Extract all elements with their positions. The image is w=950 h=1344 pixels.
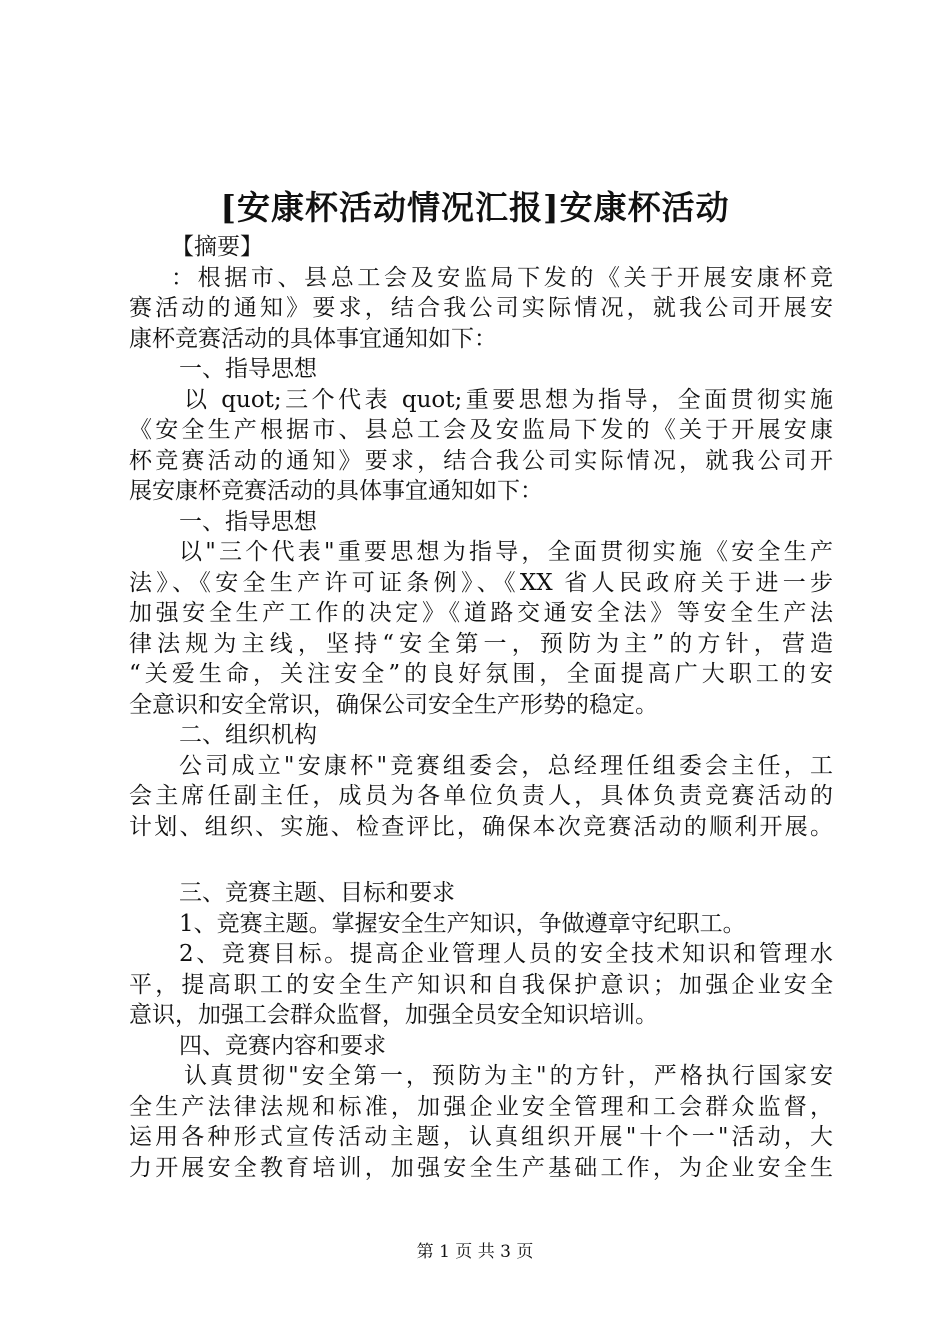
- paragraph-line: 以 quot;三个代表 quot;重要思想为指导，全面贯彻实施: [184, 386, 833, 413]
- document-body: [129, 232, 833, 1183]
- paragraph-line: 《安全生产根据市、县总工会及安监局下发的《关于开展安康: [129, 417, 833, 443]
- paragraph-line: 康杯竞赛活动的具体事宜通知如下：: [129, 325, 497, 352]
- document-title: [安康杯活动情况汇报]安康杯活动: [220, 188, 730, 227]
- section-heading: 三、竞赛主题、目标和要求: [179, 880, 455, 906]
- blank-line: [129, 842, 833, 878]
- paragraph-line: 运用各种形式宣传活动主题，认真组织开展"十个一"活动，大: [129, 1124, 833, 1150]
- paragraph-line: 以"三个代表"重要思想为指导，全面贯彻实施《安全生产: [179, 539, 833, 565]
- page-number-footer: 第 1 页 共 3 页: [416, 1242, 534, 1262]
- paragraph-line: 2、竞赛目标。提高企业管理人员的安全技术知识和管理水: [179, 941, 833, 967]
- paragraph-line: “关爱生命，关注安全”的良好氛围，全面提高广大职工的安: [129, 661, 833, 687]
- paragraph-line: 全意识和安全常识，确保公司安全生产形势的稳定。: [129, 691, 658, 718]
- paragraph-line: 意识，加强工会群众监督，加强全员安全知识培训。: [129, 1002, 658, 1028]
- paragraph-line: 加强安全生产工作的决定》《道路交通安全法》等安全生产法: [129, 600, 833, 626]
- paragraph-line: 会主席任副主任，成员为各单位负责人，具体负责竞赛活动的: [129, 783, 833, 809]
- abstract-heading: 【摘要】: [171, 234, 263, 260]
- section-heading: 四、竞赛内容和要求: [179, 1032, 386, 1059]
- paragraph-line: 1、竞赛主题。掌握安全生产知识，争做遵章守纪职工。: [179, 910, 746, 937]
- paragraph-line: 力开展安全教育培训，加强安全生产基础工作，为企业安全生: [129, 1154, 833, 1181]
- paragraph-line: 律法规为主线，坚持“安全第一，预防为主”的方针，营造: [129, 630, 833, 657]
- paragraph-line: 计划、组织、实施、检查评比，确保本次竞赛活动的顺利开展。: [129, 813, 833, 840]
- paragraph-line: 展安康杯竞赛活动的具体事宜通知如下：: [129, 478, 543, 504]
- paragraph-line: ：根据市、县总工会及安监局下发的《关于开展安康杯竞: [171, 264, 833, 291]
- paragraph-line: 赛活动的通知》要求，结合我公司实际情况，就我公司开展安: [129, 295, 833, 321]
- section-heading: 一、指导思想: [179, 508, 317, 535]
- section-heading: 二、组织机构: [179, 722, 317, 748]
- paragraph-line: 杯竞赛活动的通知》要求，结合我公司实际情况，就我公司开: [129, 447, 833, 474]
- paragraph-line: 平，提高职工的安全生产知识和自我保护意识；加强企业安全: [129, 971, 833, 998]
- paragraph-line: 认真贯彻"安全第一，预防为主"的方针，严格执行国家安: [184, 1063, 833, 1089]
- paragraph-line: 法》、《安全生产许可证条例》、《XX 省人民政府关于进一步: [129, 569, 833, 596]
- section-heading: 一、指导思想: [179, 356, 317, 382]
- paragraph-line: 公司成立"安康杯"竞赛组委会，总经理任组委会主任，工: [179, 752, 833, 779]
- paragraph-line: 全生产法律法规和标准，加强企业安全管理和工会群众监督，: [129, 1093, 833, 1120]
